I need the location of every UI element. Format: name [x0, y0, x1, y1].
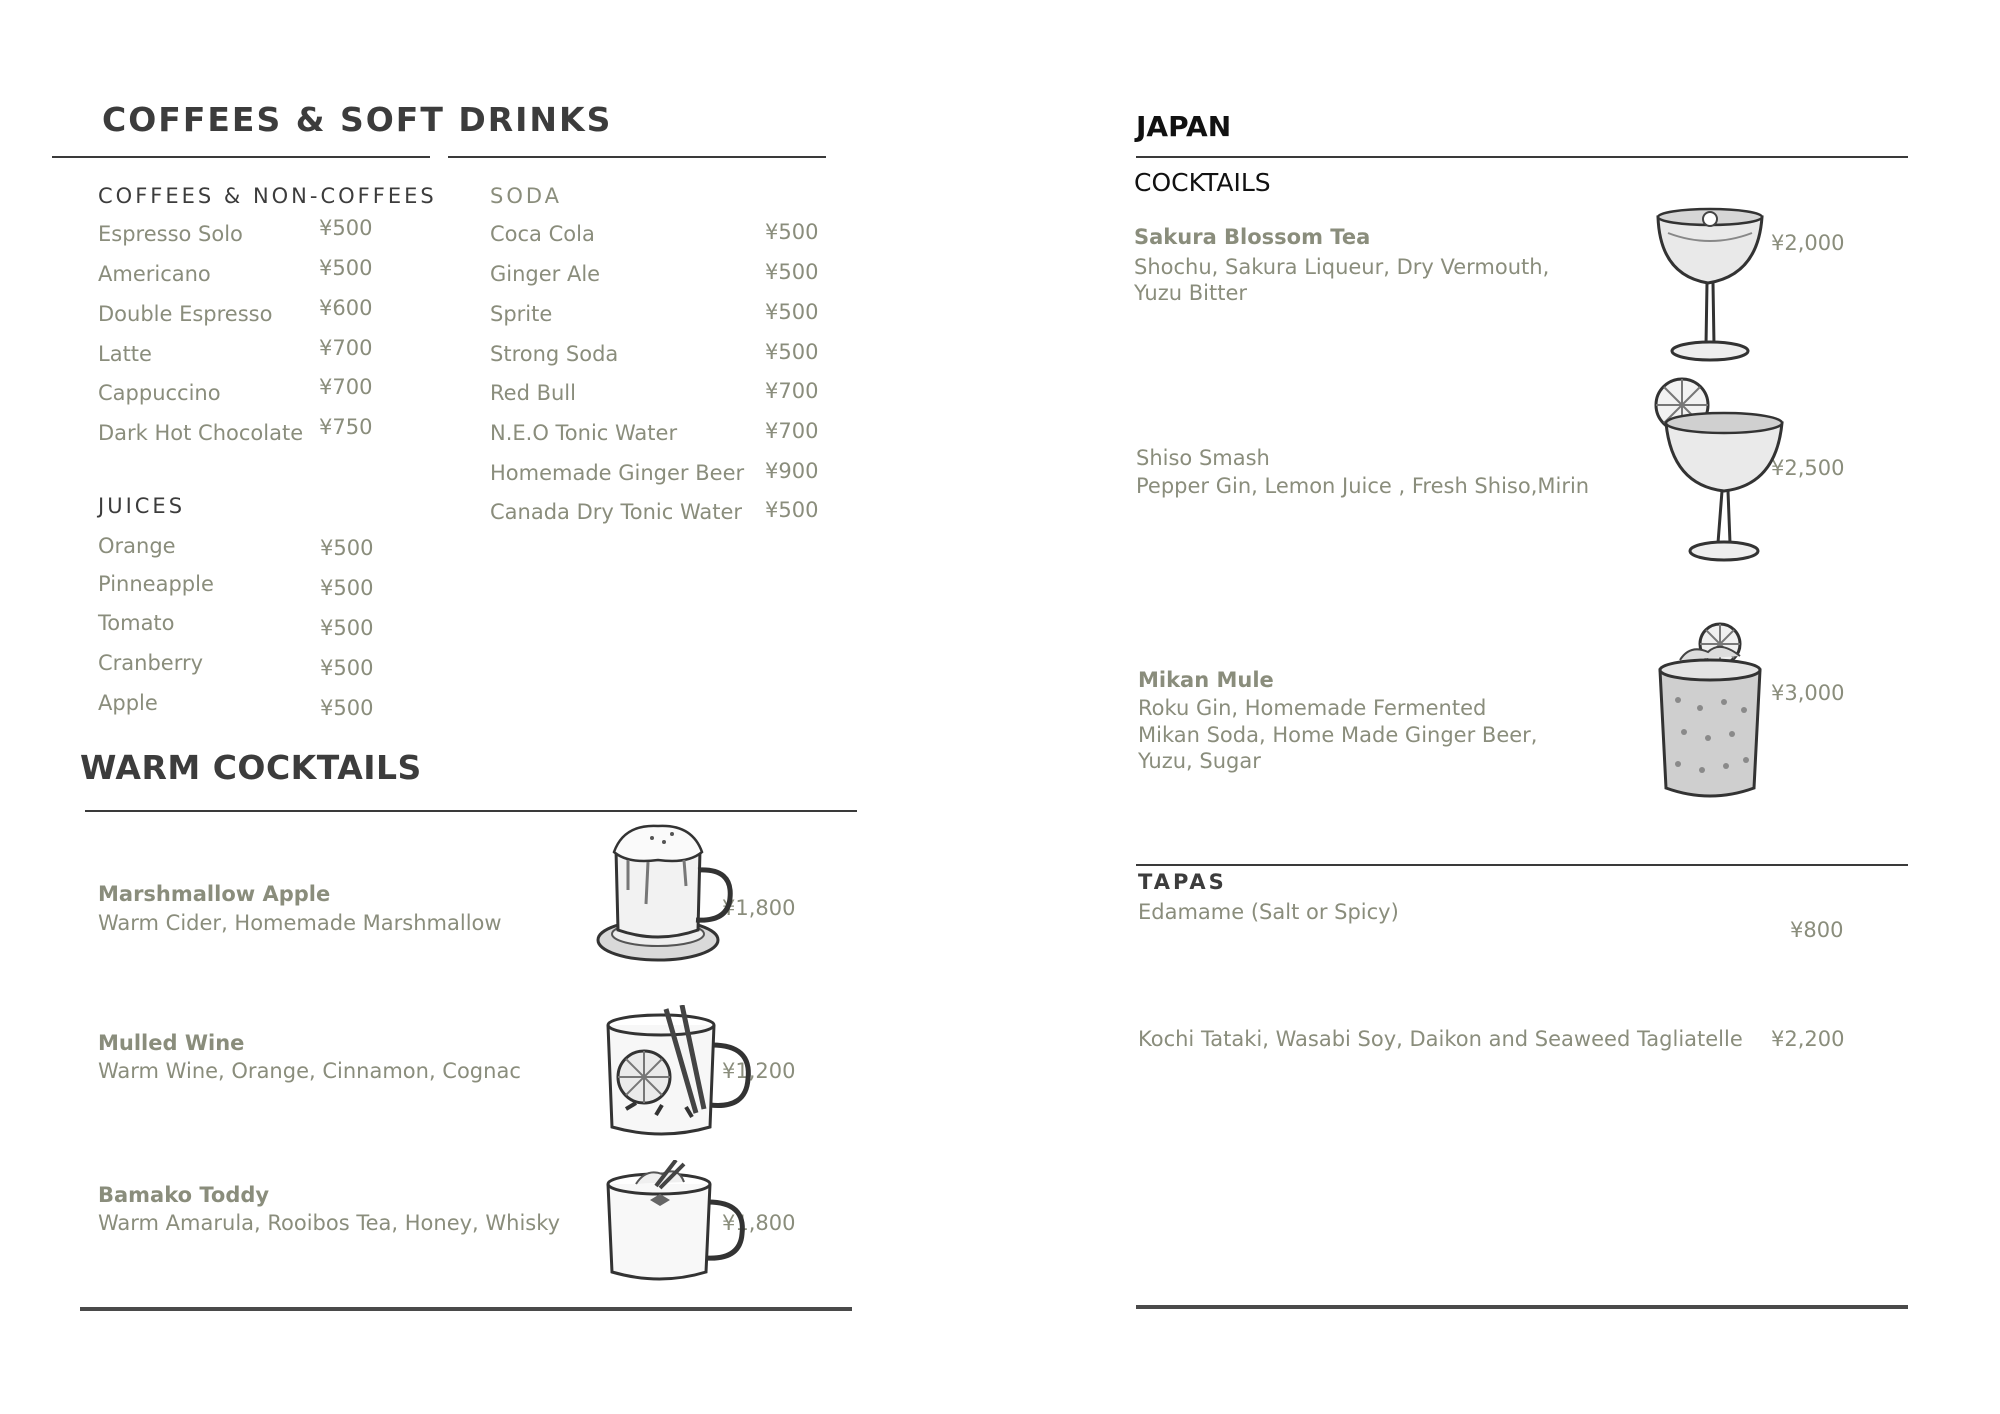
menu-price: ¥700	[765, 419, 819, 443]
soda-heading: SODA	[490, 184, 563, 208]
menu-item: Pinneapple	[98, 572, 214, 596]
menu-item: Tomato	[98, 611, 175, 635]
drink-price: ¥2,500	[1771, 456, 1845, 480]
drink-description: Shochu, Sakura Liqueur, Dry Vermouth,	[1134, 255, 1550, 279]
drink-price: ¥3,000	[1771, 681, 1845, 705]
menu-item: Cappuccino	[98, 381, 221, 405]
menu-item: Espresso Solo	[98, 222, 243, 246]
menu-price: ¥500	[320, 656, 374, 680]
garnished-coupe-icon	[1652, 375, 1792, 571]
menu-price: ¥500	[765, 498, 819, 522]
menu-price: ¥500	[320, 616, 374, 640]
section-divider	[1136, 1305, 1908, 1309]
menu-price: ¥500	[765, 260, 819, 284]
menu-item: Orange	[98, 534, 176, 558]
juices-heading: JUICES	[98, 494, 186, 518]
section-divider	[52, 156, 430, 158]
menu-price: ¥600	[319, 296, 373, 320]
menu-item: Cranberry	[98, 651, 204, 675]
menu-price: ¥750	[319, 415, 373, 439]
menu-price: ¥500	[765, 300, 819, 324]
tapas-heading: TAPAS	[1138, 870, 1227, 894]
mug-marshmallow-icon	[588, 820, 748, 970]
warm-cocktails-title: WARM COCKTAILS	[80, 748, 422, 787]
section-divider	[448, 156, 826, 158]
menu-item: Red Bull	[490, 381, 576, 405]
drink-price: ¥1,200	[722, 1059, 796, 1083]
menu-price: ¥500	[320, 696, 374, 720]
menu-item: Edamame (Salt or Spicy)	[1138, 900, 1399, 924]
menu-item: Apple	[98, 691, 158, 715]
menu-price: ¥900	[765, 459, 819, 483]
drink-name: Bamako Toddy	[98, 1183, 270, 1207]
drink-description: Yuzu, Sugar	[1138, 749, 1261, 773]
drink-name: Marshmallow Apple	[98, 882, 331, 906]
drink-description: Pepper Gin, Lemon Juice , Fresh Shiso,Mirin	[1136, 474, 1590, 498]
cocktails-heading: COCKTAILS	[1134, 168, 1271, 197]
menu-price: ¥700	[319, 336, 373, 360]
menu-item: Canada Dry Tonic Water	[490, 500, 743, 524]
menu-item: Sprite	[490, 302, 553, 326]
drink-description: Warm Amarula, Rooibos Tea, Honey, Whisky	[98, 1211, 561, 1235]
drink-description: Yuzu Bitter	[1134, 281, 1247, 305]
section-divider	[1136, 864, 1908, 866]
drink-price: ¥1,800	[722, 896, 796, 920]
menu-price: ¥500	[320, 536, 374, 560]
glass-mug-orange-icon	[596, 1005, 756, 1145]
menu-item: N.E.O Tonic Water	[490, 421, 678, 445]
menu-item: Coca Cola	[490, 222, 595, 246]
menu-price: ¥500	[319, 216, 373, 240]
menu-item: Homemade Ginger Beer	[490, 461, 745, 485]
menu-price: ¥500	[319, 256, 373, 280]
menu-item: Strong Soda	[490, 342, 619, 366]
menu-price: ¥2,200	[1771, 1027, 1845, 1051]
drink-name: Shiso Smash	[1136, 446, 1270, 470]
menu-item: Latte	[98, 342, 152, 366]
drink-name: Mikan Mule	[1138, 668, 1274, 692]
menu-price: ¥500	[320, 576, 374, 600]
menu-item: Kochi Tataki, Wasabi Soy, Daikon and Seaweed Tagliatelle	[1138, 1027, 1743, 1051]
menu-price: ¥500	[765, 340, 819, 364]
menu-price: ¥700	[319, 375, 373, 399]
glass-mug-toddy-icon	[600, 1160, 750, 1290]
japan-title: JAPAN	[1136, 110, 1232, 143]
drink-description: Roku Gin, Homemade Fermented	[1138, 696, 1487, 720]
menu-price: ¥500	[765, 220, 819, 244]
menu-item: Americano	[98, 262, 211, 286]
section-divider	[85, 810, 857, 812]
coffees-soft-drinks-title: COFFEES & SOFT DRINKS	[102, 100, 613, 139]
section-divider	[1136, 156, 1908, 158]
drink-description: Warm Wine, Orange, Cinnamon, Cognac	[98, 1059, 521, 1083]
copper-mug-icon	[1650, 620, 1770, 804]
menu-price: ¥700	[765, 379, 819, 403]
menu-price: ¥800	[1790, 918, 1844, 942]
menu-item: Ginger Ale	[490, 262, 601, 286]
coupe-glass-icon	[1650, 205, 1770, 367]
menu-item: Dark Hot Chocolate	[98, 421, 304, 445]
coffees-heading: COFFEES & NON-COFFEES	[98, 184, 437, 208]
drink-description: Warm Cider, Homemade Marshmallow	[98, 911, 502, 935]
section-divider	[80, 1307, 852, 1311]
menu-item: Double Espresso	[98, 302, 273, 326]
drink-price: ¥2,000	[1771, 231, 1845, 255]
drink-description: Mikan Soda, Home Made Ginger Beer,	[1138, 723, 1538, 747]
drink-name: Mulled Wine	[98, 1031, 245, 1055]
drink-name: Sakura Blossom Tea	[1134, 225, 1371, 249]
drink-price: ¥1,800	[722, 1211, 796, 1235]
